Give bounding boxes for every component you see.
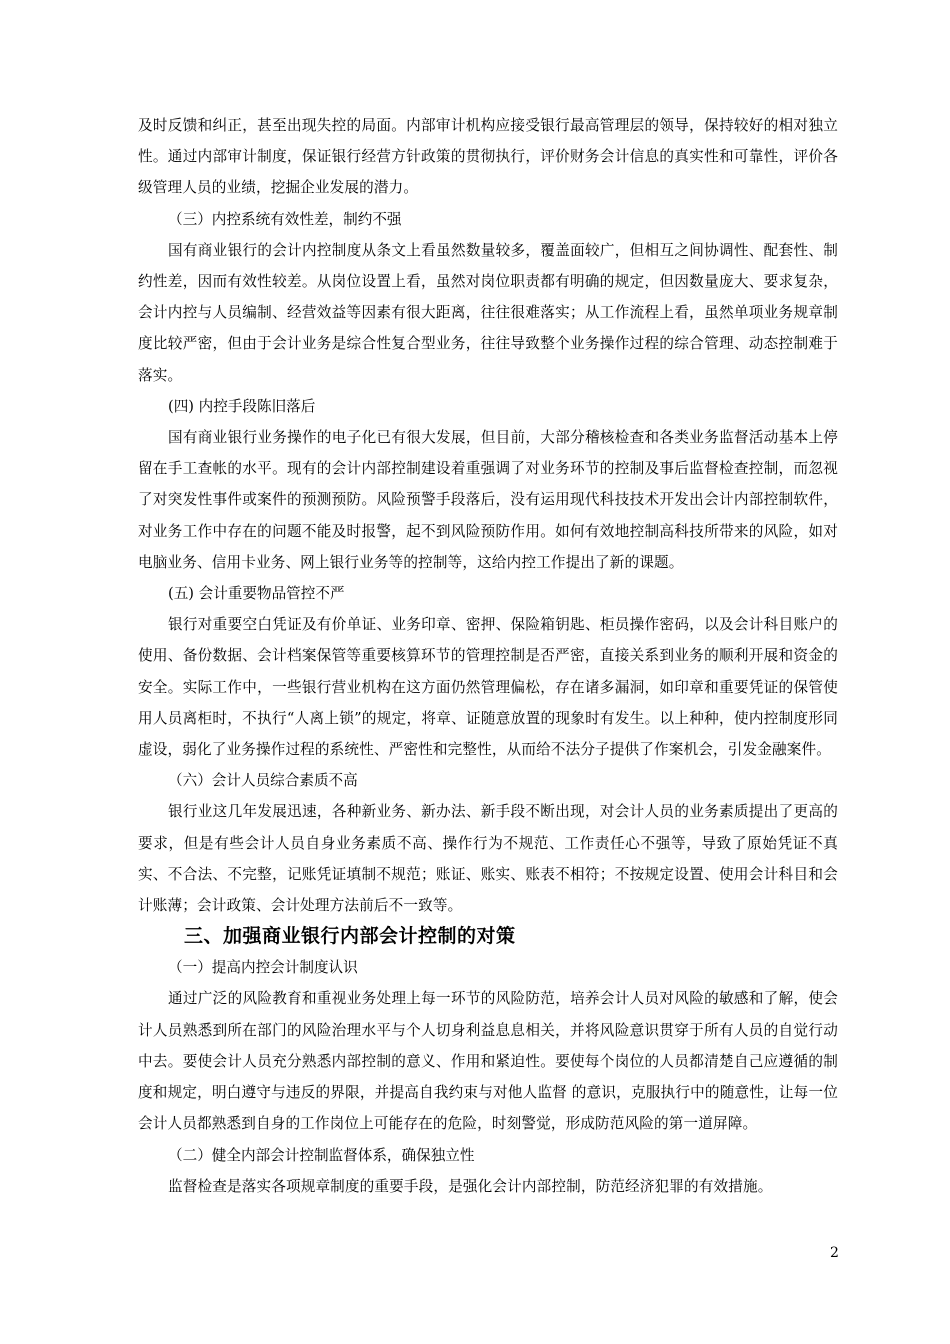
document-body [138,110,838,1202]
paragraph: 国有商业银行的会计内控制度从条文上看虽然数量较多，覆盖面较广，但相互之间协调性、配套性、制约性差，因而有效性较差。从岗位设置上看，虽然对岗位职责都有明确的规定，但因数量庞大、要求复杂，会计内控与人员编制、经营效益等因素有很大距离，往往很难落实；从工作流程上看，虽然单项业务规章制度比较严密，但由于会计业务是综合性复合型业务，往往导致整个业务操作过程的综合管理、动态控制难于落实。 [138,241,838,384]
subheading-6: （六）会计人员综合素质不高 [168,772,358,790]
paragraph-continued: 及时反馈和纠正，甚至出现失控的局面。内部审计机构应接受银行最高管理层的领导，保持较好的相对独立性。通过内部审计制度，保证银行经营方针政策的贯彻执行，评价财务会计信息的真实性和可靠性，评价各级管理人员的业绩，挖掘企业发展的潜力。 [138,117,838,197]
page-number: 2 [830,1245,839,1261]
paragraph: 通过广泛的风险教育和重视业务处理上每一环节的风险防范，培养会计人员对风险的敏感和了解，使会计人员熟悉到所在部门的风险治理水平与个人切身利益息息相关，并将风险意识贯穿于所有人员的自觉行动中去。要使会计人员充分熟悉内部控制的意义、作用和紧迫性。要使每个岗位的人员都清楚自己应遵循的制度和规定，明白遵守与违反的界限，并提高自我约束与对他人监督 的意识，克服执行中的随意性，让每一位会计人员都熟悉到自身的工作岗位上可能存在的危险，时刻警觉，形成防范风险的第一道屏障。 [138,990,838,1133]
section-title: 三、加强商业银行内部会计控制的对策 [184,925,516,948]
subheading-1: （一）提高内控会计制度认识 [168,959,358,977]
paragraph: 监督检查是落实各项规章制度的重要手段，是强化会计内部控制，防范经济犯罪的有效措施。 [168,1177,773,1195]
subheading-5: (五) 会计重要物品管控不严 [168,585,345,603]
paragraph: 国有商业银行业务操作的电子化已有很大发展，但目前，大部分稽核检查和各类业务监督活动基本上停留在手工查帐的水平。现有的会计内部控制建设着重强调了对业务环节的控制及事后监督检查控制，而忽视了对突发性事件或案件的预测预防。风险预警手段落后，没有运用现代科技技术开发出会计内部控制软件，对业务工作中存在的问题不能及时报警，起不到风险预防作用。如何有效地控制高科技所带来的风险，如对电脑业务、信用卡业务、网上银行业务等的控制等，这给内控工作提出了新的课题。 [138,429,838,571]
subheading-2: （二）健全内部会计控制监督体系，确保独立性 [168,1146,475,1164]
paragraph: 银行业这几年发展迅速，各种新业务、新办法、新手段不断出现，对会计人员的业务素质提出了更高的要求，但是有些会计人员自身业务素质不高、操作行为不规范、工作责任心不强等，导致了原始凭证不真实、不合法、不完整，记账凭证填制不规范；账证、账实、账表不相符；不按规定设置、使用会计科目和会计账薄；会计政策、会计处理方法前后不一致等。 [138,803,838,915]
paragraph: 银行对重要空白凭证及有价单证、业务印章、密押、保险箱钥匙、柜员操作密码，以及会计科目账户的使用、备份数据、会计档案保管等重要核算环节的管理控制是否严密，直接关系到业务的顺利开展和资金的安全。实际工作中，一些银行营业机构在这方面仍然管理偏松，存在诸多漏洞，如印章和重要凭证的保管使用人员离柜时，不执行“人离上锁”的规定，将章、证随意放置的现象时有发生。以上种种，使内控制度形同虚设，弱化了业务操作过程的系统性、严密性和完整性，从而给不法分子提供了作案机会，引发金融案件。 [138,616,838,759]
subheading-4: (四) 内控手段陈旧落后 [168,397,316,415]
subheading-3: （三）内控系统有效性差，制约不强 [168,210,402,228]
